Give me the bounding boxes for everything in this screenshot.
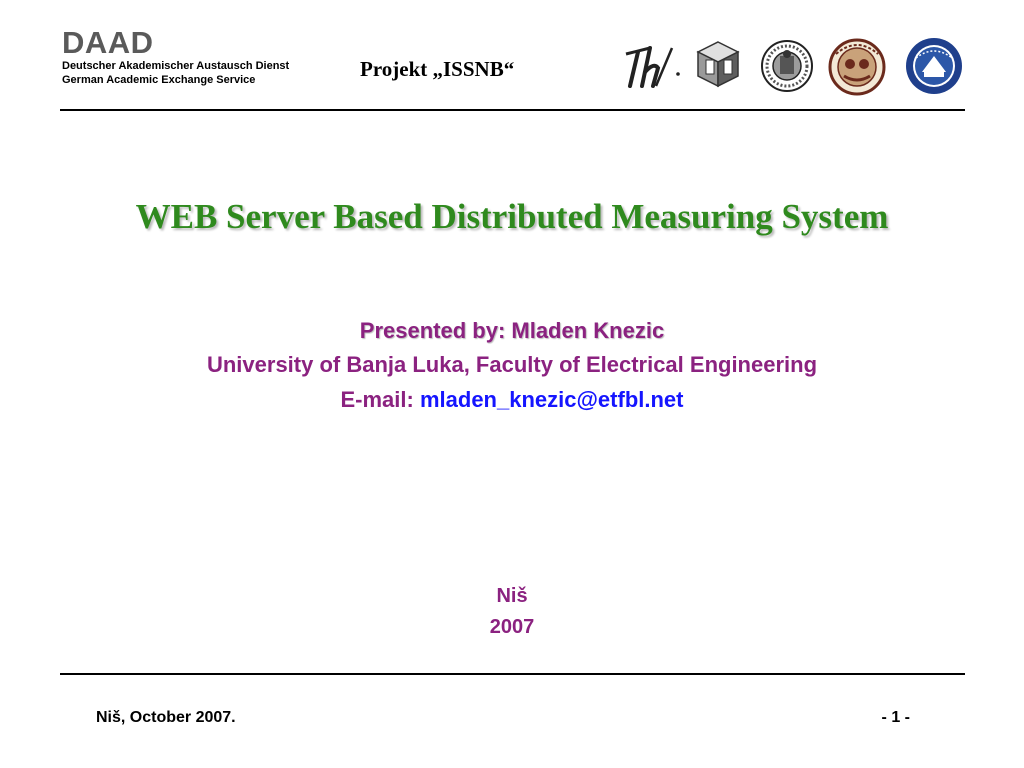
- footer-date: Niš, October 2007.: [96, 709, 236, 726]
- email-line: [0, 386, 1024, 414]
- presenter-line: Presented by: Mladen Knezic: [359, 318, 665, 343]
- daad-full-name-english: German Academic Exchange Service: [62, 74, 256, 86]
- slide-title: WEB Server Based Distributed Measuring System: [135, 197, 889, 236]
- nis-university-logo: [826, 38, 888, 96]
- city: Niš: [496, 585, 528, 607]
- tu-logo: [620, 44, 684, 92]
- email-label: E-mail:: [340, 387, 420, 412]
- email-link[interactable]: mladen_knezic@etfbl.net: [419, 387, 684, 412]
- year: 2007: [489, 616, 535, 638]
- page-number: - 1 -: [881, 709, 910, 726]
- banja-luka-university-logo: [902, 36, 966, 96]
- affiliation-line: University of Banja Luka, Faculty of Electrical Engineering: [206, 352, 818, 377]
- header-divider: [60, 109, 965, 111]
- daad-name: DAAD: [62, 25, 154, 60]
- daad-full-name-german: Deutscher Akademischer Austausch Dienst: [62, 60, 290, 72]
- project-title: Projekt „ISSNB“: [360, 57, 515, 81]
- footer-divider: [60, 673, 965, 675]
- cube-logo: [692, 38, 744, 90]
- university-seal-logo: [760, 38, 814, 94]
